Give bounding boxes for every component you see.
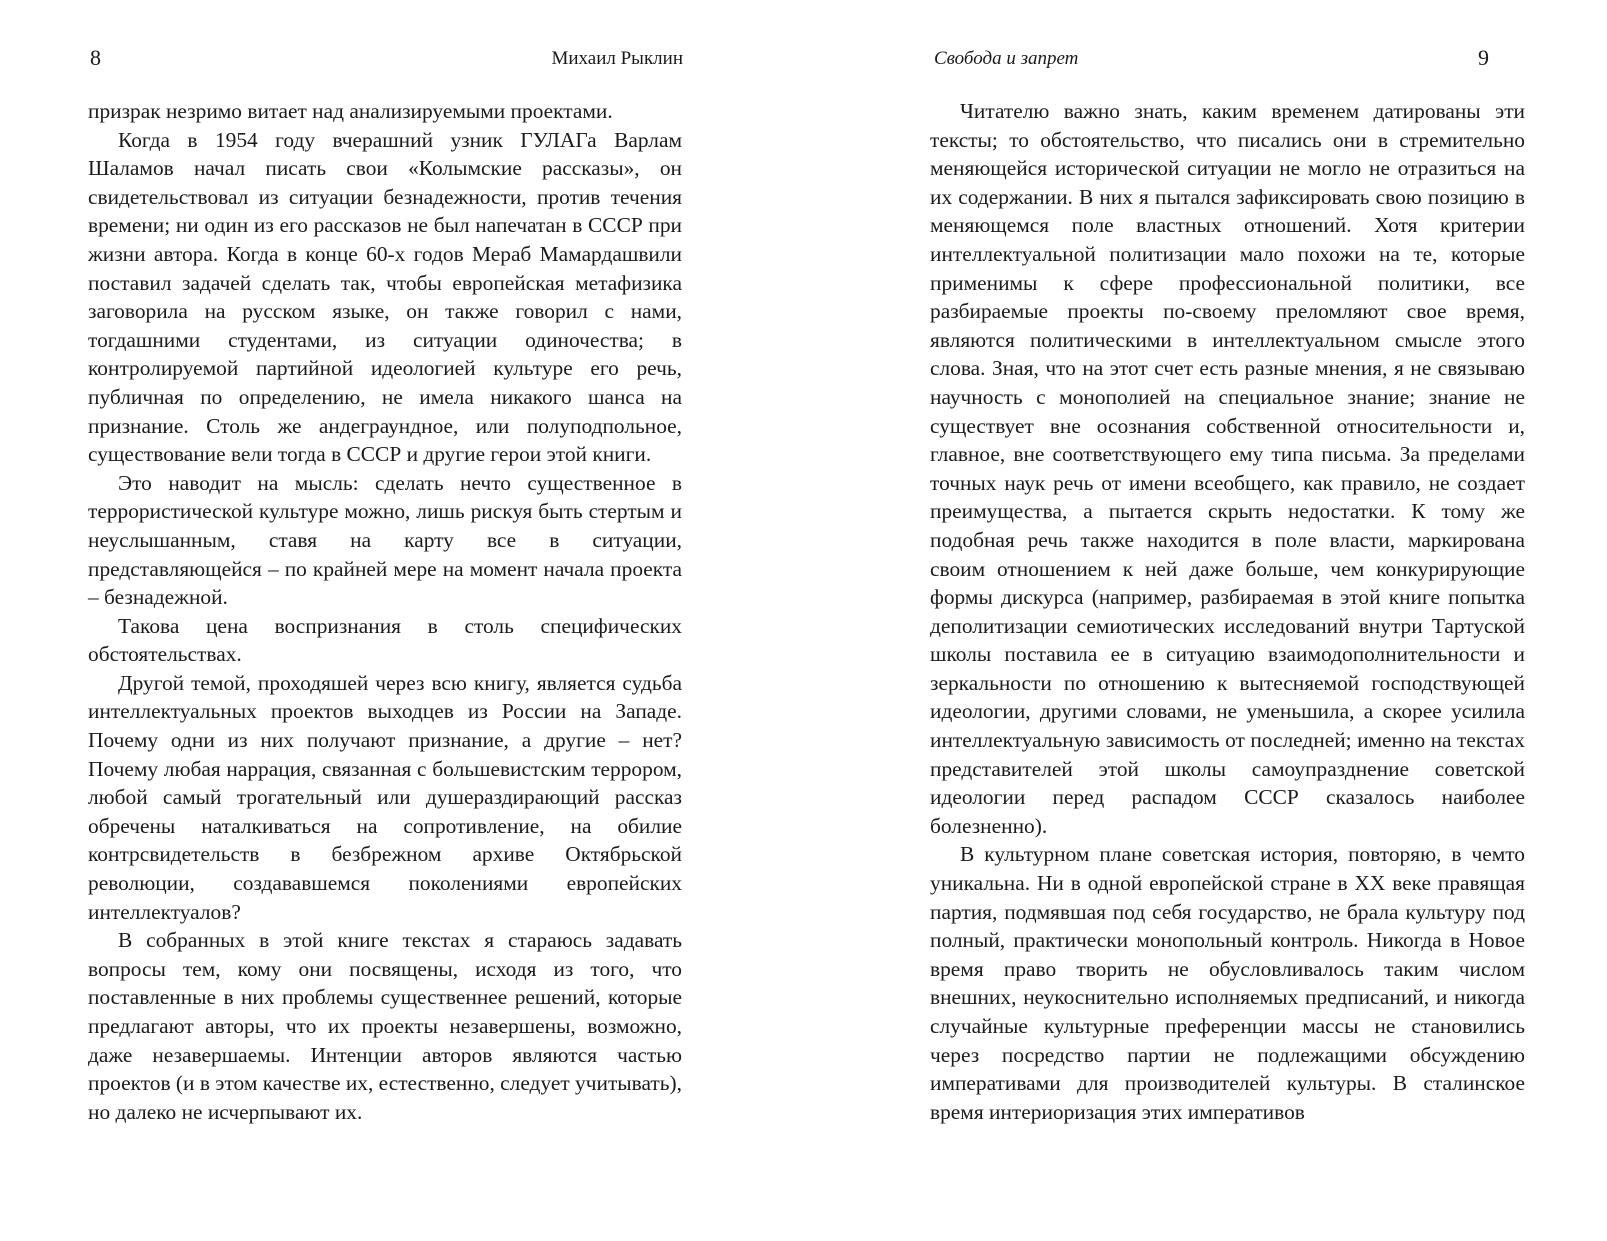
paragraph: Читателю важно знать, каким временем датированы эти тексты; то обстоятельство, что писались они в стремительно меняющейся исторической ситуации не могло не отразиться на их содержании. В них я пытался зафиксировать свою позицию в меняющемся поле властных отношений. Хотя критерии интеллектуальной политизации мало похожи на те, которые применимы к сфере профессиональной политики, все разбираемые проекты по-своему преломляют свое время, являются политическими в интеллектуальном смысле этого слова. Зная, что на этот счет есть разные мнения, я не связываю научность с монополией на специальное знание; знание не существует вне осознания собственной относительности и, главное, вне соответствующего ему типа письма. За пределами точных наук речь от имени всеобщего, как правило, не создает преимущества, а пытается скрыть недостатки. К тому же подобная речь также находится в поле власти, маркирована своим отношением к ней даже больше, чем конкурирующие формы дискурса (например, разбираемая в этой книге попытка деполитизации семиотических исследований внутри Тартуской школы поставила ее в ситуацию взаимодополнительности и зеркальности по отношению к вытесняемой господствующей идеологии, другими словами, не уменьшила, а скорее усилила интеллектуальную зависимость от последней; именно на текстах представителей этой школы самоупразднение советской идеологии перед распадом СССР сказалось наиболее болезненно). [930,99,1525,838]
paragraph: призрак незримо витает над анализируемыми проектами. [88,99,613,123]
running-head-author: Михаил Рыклин [551,48,683,69]
left-page [0,0,803,1241]
running-head-title: Свобода и запрет [934,48,1079,69]
right-page [803,0,1607,1241]
paragraph: В собранных в этой книге текстах я стараюсь задавать вопросы тем, кому они посвящены, исходя из того, что поставленные в них проблемы существеннее решений, которые предлагают авторы, что их проекты незавершены, возможно, даже незавершаемы. Интенции авторов являются частью проектов (и в этом качестве их, естественно, следует учитывать), но далеко не исчерпывают их. [88,928,682,1124]
paragraph: В культурном плане советская история, повторяю, в чемто уникальна. Ни в одной европейской стране в XX веке правящая партия, подмявшая под себя государство, не брала культуру под полный, практически монопольный контроль. Никогда в Новое время право творить не обусловливалось таким числом внешних, неукоснительно исполняемых предписаний, и никогда случайные культурные преференции массы не становились через посредство партии не подлежащими обсуждению императивами для производителей культуры. В сталинское время интериоризация этих императивов [930,842,1525,1124]
paragraph: Когда в 1954 году вчерашний узник ГУЛАГа Варлам Шаламов начал писать свои «Колымские рассказы», он свидетельствовал из ситуации безнадежности, против течения времени; ни один из его рассказов не был напечатан в СССР при жизни автора. Когда в конце 60-х годов Мераб Мамардашвили поставил задачей сделать так, чтобы европейская метафизика заговорила на русском языке, он также говорил с нами, тогдашними студентами, из ситуации одиночества; в контролируемой партийной идеологией культуре его речь, публичная по определению, не имела никакого шанса на признание. Столь же андеграундное, или полуподпольное, существование вели тогда в СССР и другие герои этой книги. [88,127,682,467]
page-number: 8 [90,45,101,70]
body-text [88,97,682,1126]
page-number: 9 [1478,45,1489,70]
paragraph: Другой темой, проходяшей через всю книгу, является судьба интеллектуальных проектов выходцев из России на Западе. Почему одни из них получают признание, а другие – нет? Почему любая наррация, связанная с большевистским террором, любой самый трогательный или душераздирающий рассказ обречены наталкиваться на сопротивление, на обилие контрсвидетельств в безбрежном архиве Октябрьской революции, создававшемся поколениями европейских интеллектуалов? [88,670,682,924]
paragraph: Такова цена воспризнания в столь специфических обстоятельствах. [88,613,682,667]
body-text [930,97,1525,1126]
paragraph: Это наводит на мысль: сделать нечто существенное в террористической культуре можно, лишь рискуя быть стертым и неуслышанным, ставя на карту все в ситуации, представляющейся – по крайней мере на момент начала проекта – безнадежной. [88,470,682,610]
